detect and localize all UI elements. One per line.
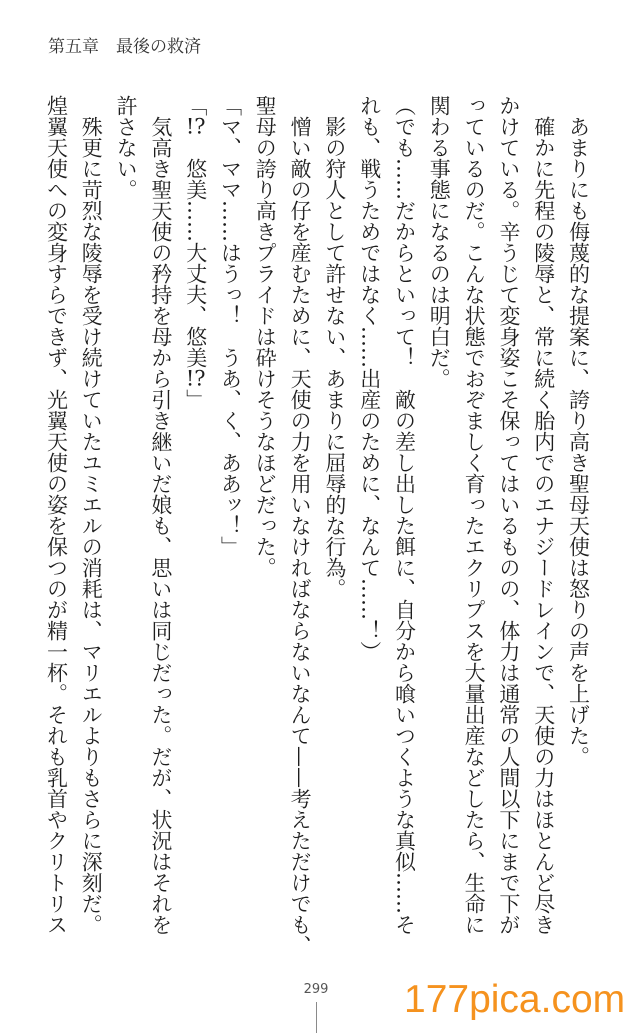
tate-chu-yoko-mark: !? — [185, 368, 206, 389]
page-number-rule — [316, 1002, 317, 1033]
chapter-header: 第五章 最後の救済 — [48, 37, 201, 57]
text-column: 確かに先程の陵辱と、常に続く胎内でのエナジードレインで、天使の力はほとんど尽き — [531, 95, 556, 935]
text-column: 憎い敵の仔を産むために、天使の力を用いなければならないなんて——考えただけでも、 — [288, 95, 313, 956]
text-column: 煌翼天使への変身すらできず、光翼天使の姿を保つのが精一杯。それも乳首やクリトリス — [44, 95, 69, 935]
text-column: 許さない。 — [114, 95, 139, 200]
text-column: 聖母の誇り高きプライドは砕けそうなほどだった。 — [253, 95, 278, 578]
text-column: （でも……だからといって！ 敵の差し出した餌に、自分から喰いつくような真似……そ — [392, 95, 417, 935]
text-column: っているのだ。こんな状態でおぞましく育ったエクリプスを大量出産などしたら、生命に — [462, 95, 487, 935]
text-column: 気高き聖天使の矜持を母から引き継いだ娘も、思いは同じだった。だが、状況はそれを — [148, 95, 173, 935]
text-column: 「マ、ママ……はうっ！ うあ、く、ああッ！」 — [218, 95, 243, 557]
text-column: 「!? 悠美……大丈夫、悠美!?」 — [183, 95, 208, 410]
text-column: 関わる事態になるのは明白だ。 — [427, 95, 452, 389]
tate-chu-yoko-mark: !? — [185, 116, 206, 137]
text-column: あまりにも侮蔑的な提案に、誇り高き聖母天使は怒りの声を上げた。 — [566, 95, 591, 767]
text-column: 影の狩人として許せない、あまりに屈辱的な行為。 — [322, 95, 347, 599]
watermark-text: 177pica.com — [404, 978, 626, 1021]
text-column: れも、戦うためではなく……出産のために、なんて……！） — [357, 95, 382, 662]
text-column: 殊更に苛烈な陵辱を受け続けていたユミエルの消耗は、マリエルよりもさらに深刻だ。 — [79, 95, 104, 935]
text-column: かけている。辛うじて変身姿こそ保ってはいるものの、体力は通常の人間以下にまで下が — [496, 95, 521, 935]
page-number: 299 — [303, 982, 329, 997]
